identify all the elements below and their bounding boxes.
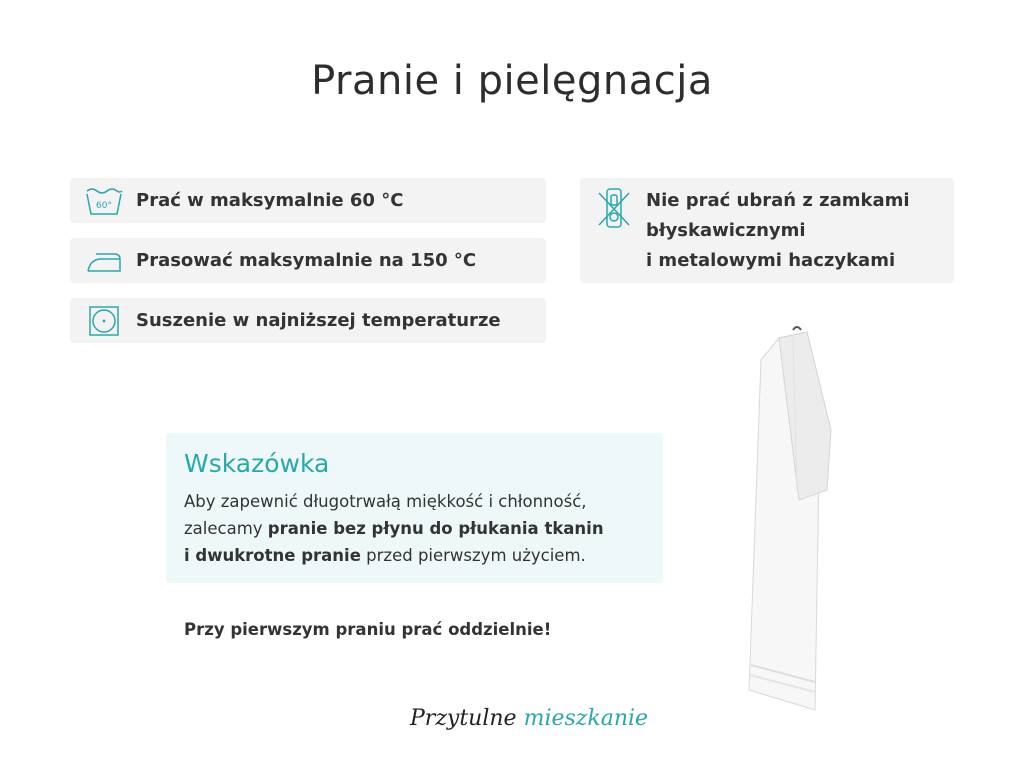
hanging-towel-image [735,320,855,720]
logo-text: Przytulne [410,706,524,731]
tip-bold-text: pranie bez płynu do płukania tkanin [267,519,604,538]
tip-text: zalecamy [184,519,268,538]
tumble-dry-low-icon [78,305,130,337]
tip-line: Aby zapewnić długotrwałą miękkość i chłonność, [184,492,587,511]
tip-box [166,433,663,583]
tip-line [184,515,654,542]
care-item-wash [70,178,546,223]
care-label: Prać w maksymalnie 60 °C [136,189,404,211]
care-item-no-zippers [580,178,954,283]
no-zippers-icon [588,186,640,230]
iron-icon [78,245,130,277]
page-title: Pranie i pielęgnacja [311,58,713,104]
wash-60-icon [78,185,130,217]
tip-title: Wskazówka [184,449,330,478]
care-item-dry [70,298,546,343]
logo-accent-text: mieszkanie [523,706,649,731]
care-item-iron [70,238,546,283]
care-label: Suszenie w najniższej temperaturze [136,309,501,331]
tip-line [184,542,654,569]
separate-wash-note: Przy pierwszym praniu prać oddzielnie! [184,620,552,639]
tip-bold-text: i dwukrotne pranie [184,546,361,565]
tip-text: przed pierwszym użyciem. [360,546,586,565]
svg-text:60°: 60° [96,200,112,211]
care-label-line: błyskawicznymi [646,220,806,241]
care-label-line: Nie prać ubrań z zamkami [646,190,910,211]
care-label-line: i metalowymi haczykami [646,250,896,271]
care-label: Prasować maksymalnie na 150 °C [136,249,477,271]
care-label [646,186,910,276]
tip-body [184,488,654,569]
brand-logo [410,706,648,731]
